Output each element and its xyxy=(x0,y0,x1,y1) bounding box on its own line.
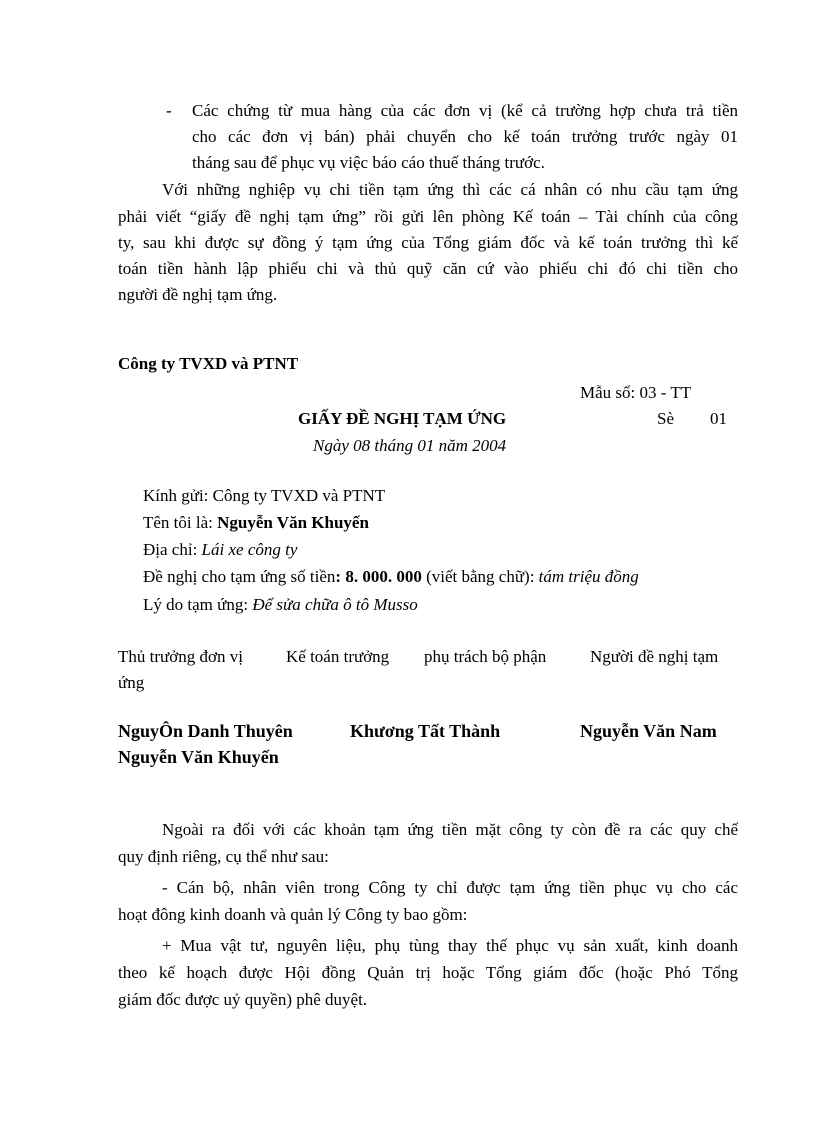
outro-para2-line-2: hoạt đông kinh doanh và quản lý Công ty bao gồm: xyxy=(118,905,468,924)
role-chief-accountant: Kế toán trưởng xyxy=(286,647,390,666)
form-title: GIẤY ĐỀ NGHỊ TẠM ỨNG xyxy=(298,409,507,428)
signer-name-1: NguyÔn Danh Thuyên xyxy=(118,721,293,741)
recipient-label: Kính gửi: xyxy=(143,486,209,505)
signer-name-4: Nguyễn Văn Khuyến xyxy=(118,747,279,767)
recipient-field xyxy=(143,486,385,506)
outro-para2-line-1: - Cán bộ, nhân viên trong Công ty chỉ được tạm ứng tiền phục vụ cho các xyxy=(162,878,738,897)
bullet-dash: - xyxy=(166,101,172,120)
form-date: Ngày 08 tháng 01 năm 2004 xyxy=(313,436,507,455)
bullet-line-2: cho các đơn vị bán) phải chuyển cho kế toán trưởng trước ngày 01 xyxy=(192,127,738,146)
outro-para3-line-2: theo kế hoạch được Hội đồng Quản trị hoặc Tổng giám đốc (hoặc Phó Tổng xyxy=(118,963,738,982)
intro-line-5: người đề nghị tạm ứng. xyxy=(118,285,278,304)
intro-line-1: Với những nghiệp vụ chi tiền tạm ứng thì các cá nhân có nhu cầu tạm ứng xyxy=(162,180,738,199)
bullet-line-1: Các chứng từ mua hàng của các đơn vị (kể cả trường hợp chưa trả tiền xyxy=(192,101,738,120)
amount-words-value: tám triệu đồng xyxy=(538,567,639,586)
serial-value: 01 xyxy=(710,409,727,428)
reason-value: Để sửa chữa ô tô Musso xyxy=(252,595,418,614)
outro-para1-line-2: quy định riêng, cụ thể như sau: xyxy=(118,847,329,866)
bullet-line-3: tháng sau để phục vụ việc báo cáo thuế tháng trước. xyxy=(192,153,545,172)
role-head-of-unit: Thủ trưởng đơn vị xyxy=(118,647,243,666)
amount-field xyxy=(143,567,639,587)
address-value: Lái xe công ty xyxy=(201,540,298,559)
signer-name-3: Nguyễn Văn Nam xyxy=(580,721,717,741)
address-field xyxy=(143,540,297,560)
amount-label: Đề nghị cho tạm ứng số tiền xyxy=(143,567,336,586)
serial-label: Sè xyxy=(657,409,674,428)
address-label: Địa chỉ: xyxy=(143,540,198,559)
outro-para3-line-3: giám đốc được uỷ quyền) phê duyệt. xyxy=(118,990,368,1009)
role-applicant: Người đề nghị tạm xyxy=(590,647,719,666)
name-value: Nguyễn Văn Khuyến xyxy=(217,513,369,532)
outro-para1-line-1: Ngoài ra đối với các khoản tạm ứng tiền mặt công ty còn đề ra các quy chế xyxy=(162,820,738,839)
role-applicant-cont: ứng xyxy=(118,673,145,692)
intro-line-4: toán tiền hành lập phiếu chi và thủ quỹ căn cứ vào phiếu chi đó chi tiền cho xyxy=(118,259,738,278)
company-name: Công ty TVXD và PTNT xyxy=(118,354,299,373)
name-label: Tên tôi là: xyxy=(143,513,213,532)
form-number: Mẫu số: 03 - TT xyxy=(580,383,692,402)
signer-name-2: Khương Tất Thành xyxy=(350,721,501,741)
intro-line-3: ty, sau khi được sự đồng ý tạm ứng của Tổng giám đốc và kế toán trưởng thì kế xyxy=(118,233,738,252)
name-field xyxy=(143,513,369,533)
reason-label: Lý do tạm ứng: xyxy=(143,595,249,614)
outro-para3-line-1: + Mua vật tư, nguyên liệu, phụ tùng thay thế phục vụ sản xuất, kinh doanh xyxy=(162,936,738,955)
amount-value: : 8. 000. 000 xyxy=(335,567,422,586)
amount-words-label: (viết bằng chữ): xyxy=(426,567,535,586)
role-department-head: phụ trách bộ phận xyxy=(424,647,547,666)
intro-line-2: phải viết “giấy đề nghị tạm ứng” rồi gửi lên phòng Kế toán – Tài chính của công xyxy=(118,207,738,226)
recipient-value: Công ty TVXD và PTNT xyxy=(212,486,386,505)
reason-field xyxy=(143,595,418,615)
